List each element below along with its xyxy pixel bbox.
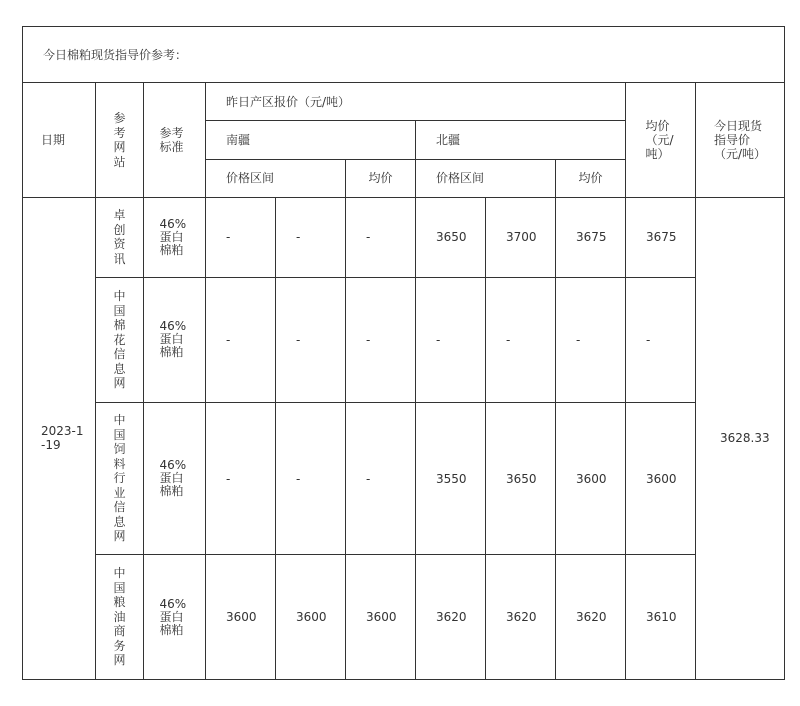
header-today-guide: 今日现货指导价（元/吨） — [696, 83, 785, 198]
north-avg: - — [556, 278, 626, 403]
standard-cell: 46%蛋白棉粕 — [144, 197, 206, 277]
south-low: - — [206, 197, 276, 277]
table-row — [23, 197, 785, 277]
header-standard: 参考标准 — [144, 83, 206, 198]
south-low: - — [206, 402, 276, 555]
north-avg: 3675 — [556, 197, 626, 277]
date-cell: 2023-1-19 — [23, 197, 96, 679]
avg-price: 3675 — [626, 197, 696, 277]
table-row — [23, 278, 785, 403]
south-high: - — [276, 197, 346, 277]
south-avg: - — [346, 278, 416, 403]
standard-cell: 46%蛋白棉粕 — [144, 402, 206, 555]
north-low: - — [416, 278, 486, 403]
header-south-avg: 均价 — [346, 159, 416, 197]
north-high: 3700 — [486, 197, 556, 277]
avg-price: - — [626, 278, 696, 403]
header-date: 日期 — [23, 83, 96, 198]
north-high: 3650 — [486, 402, 556, 555]
header-south-range: 价格区间 — [206, 159, 346, 197]
header-avg-price: 均价（元/吨） — [626, 83, 696, 198]
north-high: 3620 — [486, 555, 556, 680]
north-avg: 3620 — [556, 555, 626, 680]
north-low: 3650 — [416, 197, 486, 277]
avg-price: 3600 — [626, 402, 696, 555]
standard-cell: 46%蛋白棉粕 — [144, 278, 206, 403]
north-high: - — [486, 278, 556, 403]
site-cell: 中国棉花信息网 — [96, 278, 144, 403]
south-high: - — [276, 402, 346, 555]
header-north-avg: 均价 — [556, 159, 626, 197]
north-low: 3620 — [416, 555, 486, 680]
south-low: 3600 — [206, 555, 276, 680]
site-cell: 卓创资讯 — [96, 197, 144, 277]
table-row — [23, 555, 785, 680]
table-row — [23, 402, 785, 555]
table-title: 今日棉粕现货指导价参考： — [23, 27, 785, 83]
header-yesterday-group: 昨日产区报价（元/吨） — [206, 83, 626, 121]
header-north: 北疆 — [416, 121, 626, 159]
standard-cell: 46%蛋白棉粕 — [144, 555, 206, 680]
north-low: 3550 — [416, 402, 486, 555]
south-high: - — [276, 278, 346, 403]
price-table — [22, 26, 785, 680]
header-site: 参考网站 — [96, 83, 144, 198]
header-south: 南疆 — [206, 121, 416, 159]
south-low: - — [206, 278, 276, 403]
header-north-range: 价格区间 — [416, 159, 556, 197]
south-avg: 3600 — [346, 555, 416, 680]
site-cell: 中国饲料行业信息网 — [96, 402, 144, 555]
guide-price: 3628.33 — [696, 197, 785, 679]
north-avg: 3600 — [556, 402, 626, 555]
south-avg: - — [346, 402, 416, 555]
south-high: 3600 — [276, 555, 346, 680]
avg-price: 3610 — [626, 555, 696, 680]
site-cell: 中国粮油商务网 — [96, 555, 144, 680]
south-avg: - — [346, 197, 416, 277]
